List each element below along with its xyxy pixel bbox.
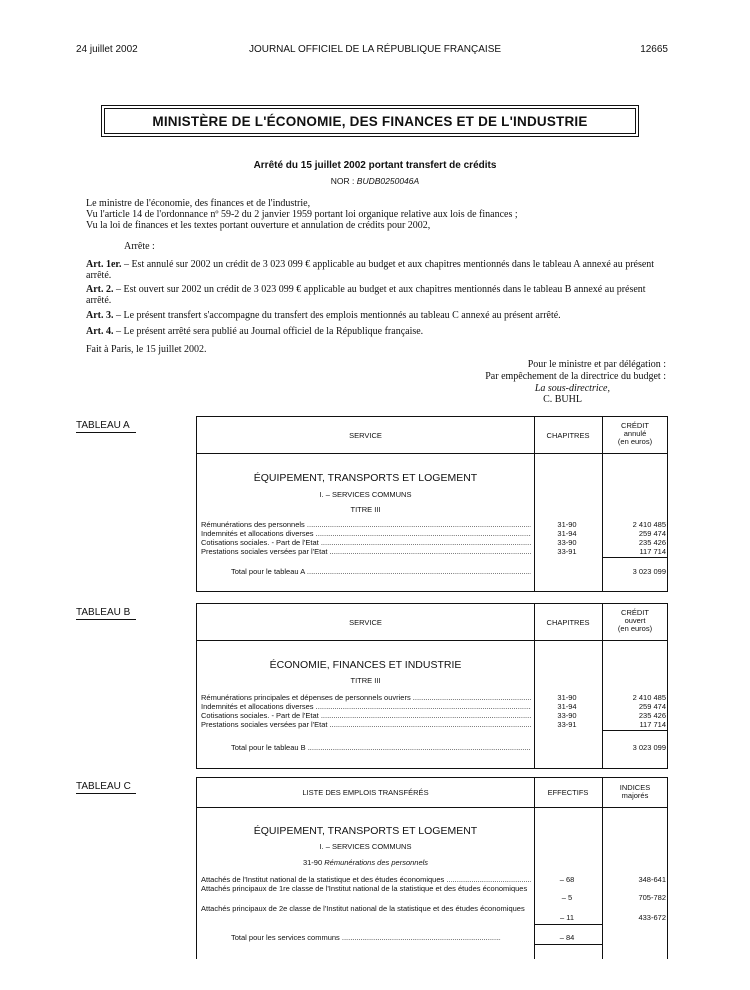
signature-line-3: La sous-directrice,: [534, 383, 610, 394]
arrete-word: Arrête :: [124, 241, 155, 252]
titre-label: TITRE III: [350, 676, 381, 685]
total-row: Total pour les services communs ..... – 84: [231, 933, 667, 942]
signature-line-1: Pour le ministre et par délégation :: [527, 359, 666, 370]
article-2: [86, 284, 666, 306]
table-row: Attachés de l'Institut national de la statistique et des études économiques ..... – 68 348-641: [201, 875, 667, 884]
tableau-b-label: TABLEAU B: [76, 607, 136, 620]
nor-value: BUDB0250046A: [356, 176, 420, 186]
total-row: Total pour le tableau A ..... 3 023 099: [231, 567, 667, 576]
col-header-credit: CRÉDIT annulé (en euros): [617, 421, 653, 446]
total-row: Total pour le tableau B ..... 3 023 099: [231, 743, 667, 752]
section-title: ÉQUIPEMENT, TRANSPORTS ET LOGEMENT: [253, 472, 478, 484]
section-title: ÉCONOMIE, FINANCES ET INDUSTRIE: [269, 659, 462, 671]
header-journal-title: JOURNAL OFFICIEL DE LA RÉPUBLIQUE FRANÇAISE: [248, 44, 502, 55]
article-label: Art. 4.: [86, 326, 114, 337]
tableau-a-label: TABLEAU A: [76, 420, 136, 433]
col-header-liste: LISTE DES EMPLOIS TRANSFÉRÉS: [302, 788, 429, 797]
article-1: [86, 259, 666, 281]
article-3: [86, 310, 666, 321]
col-header-credit: CRÉDIT ouvert (en euros): [617, 608, 653, 633]
table-row: Prestations sociales versées par l'Etat ..... 33-91 117 714: [201, 547, 667, 556]
signature-name: C. BUHL: [543, 394, 582, 405]
nor-label: NOR :: [330, 176, 355, 186]
chapitre-label: Rémunérations des personnels: [324, 858, 429, 867]
table-row: Rémunérations principales et dépenses de personnels ouvriers ..... 31-90 2 410 485: [201, 693, 667, 702]
arrete-title: Arrêté du 15 juillet 2002 portant transfert de crédits: [253, 160, 497, 171]
ministry-title: MINISTÈRE DE L'ÉCONOMIE, DES FINANCES ET DE L'INDUSTRIE: [104, 108, 636, 134]
article-text: – Est ouvert sur 2002 un crédit de 3 023 099 € applicable au budget et aux chapitres mentionnés dans le tableau B annexé au présent arrêté.: [86, 284, 646, 306]
header-page-number: 12665: [640, 44, 668, 55]
article-4: [86, 326, 666, 337]
tableau-a: [196, 416, 668, 592]
fait-a-paris: Fait à Paris, le 15 juillet 2002.: [86, 344, 207, 355]
table-row: Attachés principaux de 1re classe de l'Institut national de la statistique et des études économiques – 5 705-782: [201, 884, 666, 902]
article-label: Art. 3.: [86, 310, 114, 321]
preamble-line: Vu l'article 14 de l'ordonnance nº 59-2 du 2 janvier 1959 portant loi organique relative aux lois de finances ;: [86, 209, 518, 220]
table-row: Indemnités et allocations diverses ..... 31-94 259 474: [201, 529, 667, 538]
col-header-service: SERVICE: [349, 618, 382, 627]
table-row: Indemnités et allocations diverses ..... 31-94 259 474: [201, 702, 667, 711]
article-text: – Le présent transfert s'accompagne du transfert des emplois mentionnés au tableau C annexé au présent arrêté.: [116, 310, 561, 321]
col-header-indices: INDICES majorés: [619, 783, 651, 800]
tableau-c-label: TABLEAU C: [76, 781, 136, 794]
article-label: Art. 1er.: [86, 259, 122, 270]
article-text: – Est annulé sur 2002 un crédit de 3 023 099 € applicable au budget et aux chapitres mentionnés dans le tableau A annexé au présent arrêté.: [86, 259, 655, 281]
table-row: Cotisations sociales. - Part de l'Etat ..... 33-90 235 426: [201, 538, 667, 547]
chapitre-heading: [197, 858, 534, 867]
signature-line-2: Par empêchement de la directrice du budget :: [485, 371, 666, 382]
subsection-title: I. – SERVICES COMMUNS: [319, 842, 412, 851]
header-date: 24 juillet 2002: [76, 44, 138, 55]
col-header-effectifs: EFFECTIFS: [547, 788, 589, 797]
table-row: Prestations sociales versées par l'Etat ..... 33-91 117 714: [201, 720, 667, 729]
preamble-line: Vu la loi de finances et les textes portant ouverture et annulation de crédits pour 2002,: [86, 220, 431, 231]
article-text: – Le présent arrêté sera publié au Journal officiel de la République française.: [116, 326, 424, 337]
chapitre-number: 31-90: [302, 858, 323, 867]
section-title: ÉQUIPEMENT, TRANSPORTS ET LOGEMENT: [253, 825, 478, 837]
article-label: Art. 2.: [86, 284, 114, 295]
titre-label: TITRE III: [350, 505, 381, 514]
col-header-service: SERVICE: [349, 431, 382, 440]
tableau-b: [196, 603, 668, 769]
table-row: Attachés principaux de 2e classe de l'Institut national de la statistique et des études économiques – 11 433-672: [201, 904, 666, 922]
col-header-chapitres: CHAPITRES: [546, 431, 590, 440]
preamble-line: Le ministre de l'économie, des finances et de l'industrie,: [86, 198, 311, 209]
tableau-c: [196, 777, 668, 959]
table-row: Cotisations sociales. - Part de l'Etat ..... 33-90 235 426: [201, 711, 667, 720]
table-row: Rémunérations des personnels ..... 31-90 2 410 485: [201, 520, 667, 529]
subsection-title: I. – SERVICES COMMUNS: [319, 490, 412, 499]
col-header-chapitres: CHAPITRES: [546, 618, 590, 627]
nor-reference: [0, 176, 750, 186]
